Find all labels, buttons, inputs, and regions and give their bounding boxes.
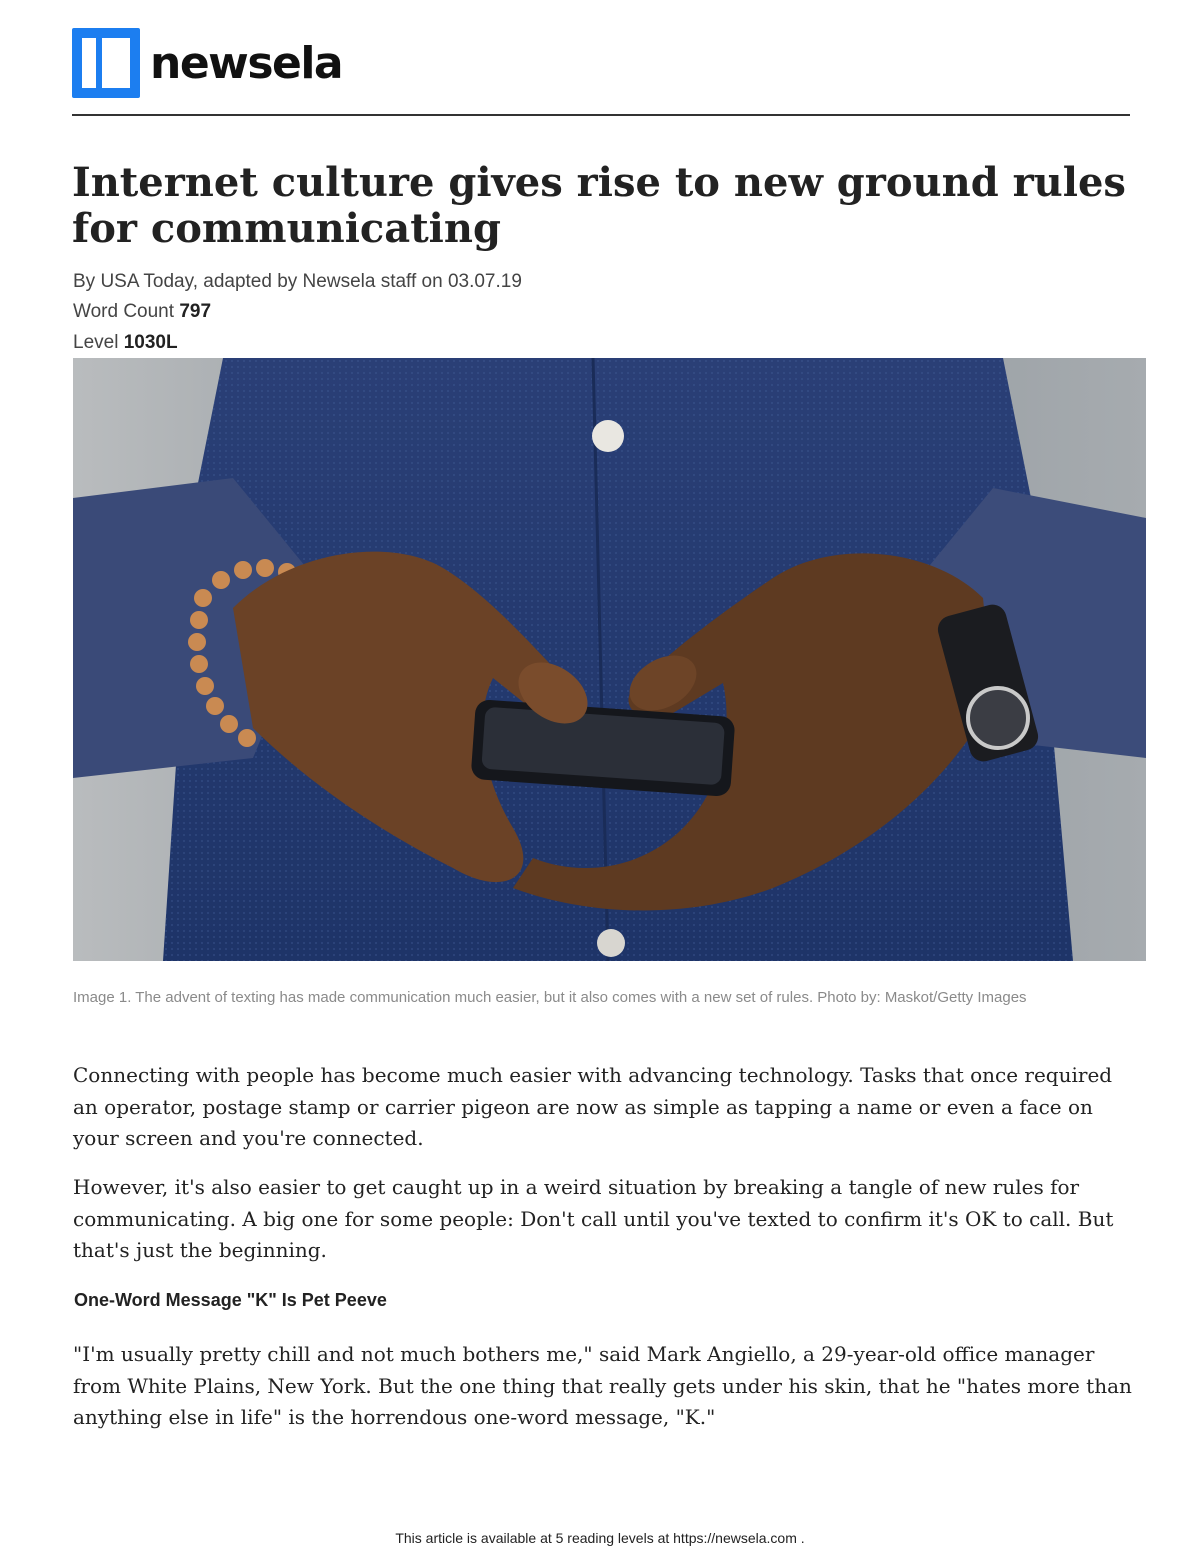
page-footer[interactable]: This article is available at 5 reading levels at https://newsela.com . xyxy=(395,1530,805,1546)
page-header xyxy=(72,28,1130,116)
section-subheading: One-Word Message "K" Is Pet Peeve xyxy=(74,1290,387,1310)
level-value: 1030L xyxy=(123,332,178,353)
newsela-logo-icon[interactable] xyxy=(72,28,140,98)
word-count-label: Word Count xyxy=(73,301,175,322)
brand-name[interactable]: newsela xyxy=(150,38,343,89)
level-label: Level xyxy=(73,332,119,353)
word-count xyxy=(73,300,211,324)
image-caption: Image 1. The advent of texting has made communication much easier, but it also comes with a new set of rules. Photo by: Maskot/Getty Images xyxy=(73,989,1027,1006)
byline: By USA Today, adapted by Newsela staff on 03.07.19 xyxy=(73,271,522,292)
reading-level xyxy=(73,331,178,355)
paragraph-3: "I'm usually pretty chill and not much bothers me," said Mark Angiello, a 29-year-old office manager from White Plains, New York. But the one thing that really gets under his skin, that he "hates more than anything else in life" is the horrendous one-word message, "K." xyxy=(73,1342,1132,1429)
hands-texting-photo-icon xyxy=(73,358,1146,961)
article-photo xyxy=(73,358,1146,961)
word-count-value: 797 xyxy=(179,301,212,322)
paragraph-2: However, it's also easier to get caught up in a weird situation by breaking a tangle of new rules for communicating. A big one for some people: Don't call until you've texted to confirm it's OK to call. But that's just the beginning. xyxy=(73,1175,1114,1262)
article-title: Internet culture gives rise to new ground rules for communicating xyxy=(72,159,1126,252)
paragraph-1: Connecting with people has become much easier with advancing technology. Tasks that once required an operator, postage stamp or carrier pigeon are now as simple as tapping a name or even a face on your screen and you're connected. xyxy=(73,1063,1113,1150)
